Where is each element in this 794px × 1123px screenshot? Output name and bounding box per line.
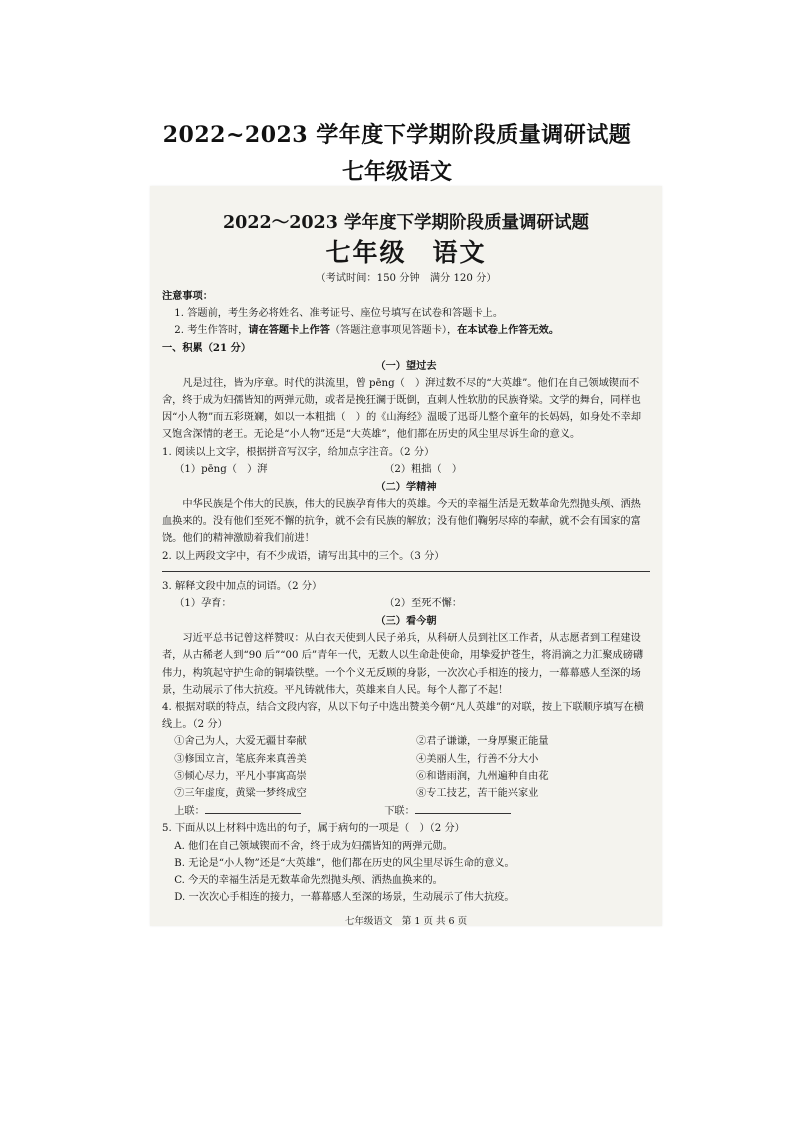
- couplet-option: ⑤倾心尽力，平凡小事寓高崇: [174, 770, 307, 782]
- upper-couplet-label: 上联：: [174, 806, 205, 818]
- question-1-b: （2）粗拙（ ）: [384, 463, 463, 475]
- couplet-option: ②君子谦谦，一身厚聚正能量: [416, 736, 549, 748]
- question-1-answers: [162, 461, 650, 478]
- exam-title: 2022～2023 学年度下学期阶段质量调研试题: [222, 213, 589, 233]
- notice-2-d: 在本试卷上作答无效。: [457, 324, 560, 337]
- part-2-title: （二）学精神: [375, 481, 437, 494]
- upper-couplet: [174, 802, 384, 820]
- question-1: 1. 阅读以上文字，根据拼音写汉字，给加点字注音。（2 分）: [162, 446, 435, 458]
- lower-couplet-label: 下联：: [384, 806, 415, 818]
- couplet-option: ⑧专工技艺，苦干能兴家业: [416, 788, 539, 800]
- section-heading: 一、积累（21 分）: [162, 341, 252, 354]
- couplet-option: ④美丽人生，行善不分大小: [416, 753, 539, 765]
- question-5-option-d: D. 一次次心手相连的接力，一幕幕感人至深的场景，生动展示了伟大抗疫。: [174, 892, 515, 904]
- question-1-a: （1）pēng（ ）湃: [174, 463, 268, 475]
- exam-grade: 七年级: [325, 238, 407, 267]
- notice-2-a: 2. 考生作答时，: [174, 325, 249, 337]
- lower-couplet: [384, 802, 594, 820]
- notice-heading: 注意事项：: [162, 290, 213, 302]
- exam-subject-line: [162, 236, 650, 270]
- notice-item-2: [162, 322, 650, 339]
- question-5-option-b: B. 无论是“小人物”还是“大英雄”，他们都在历史的风尘里尽诉生命的意义。: [174, 857, 515, 869]
- page-footer: 七年级语文 第 1 页 共 6 页: [344, 915, 468, 927]
- couplet-option: ①舍己为人，大爱无疆甘奉献: [174, 736, 307, 748]
- part-3-title: （三）看今朝: [375, 615, 437, 628]
- question-3: 3. 解释文段中加点的词语。（2 分）: [162, 580, 323, 592]
- part-1-passage: 凡是过往，皆为序章。时代的洪流里，曾 pēng（ ）湃过数不尽的“大英雄”。他们在自己领域锲而不舍，终于成为妇孺皆知的两弹元勋，或者是挽狂澜于既倒，直刺人性软肋的民族脊梁。文学的舞台，同样也因“小人物”而五彩斑斓，如以一本粗拙（ ）的《山海经》温暖了迅哥儿整个童年的长妈妈，如身处不幸却又饱含深情的老王。无论是“小人物”还是“大英雄”，他们都在历史的风尘里尽诉生命的意义。: [162, 377, 642, 441]
- couplet-options: [162, 733, 650, 802]
- document-title: 2022~2023 学年度下学期阶段质量调研试题: [162, 122, 632, 148]
- part-3-passage: 习近平总书记曾这样赞叹：从白衣天使到人民子弟兵，从科研人员到社区工作者，从志愿者到工程建设者，从古稀老人到“90 后”“00 后”青年一代，无数人以生命赴使命，用挚爱护苍生，将涓滴之力汇聚成磅礴伟力，构筑起守护生命的铜墙铁壁。一个个义无反顾的身影，一次次心手相连的接力，一幕幕感人至深的场景，生动展示了伟大抗疫。平凡铸就伟大，英雄来自人民。每个人都了不起！: [162, 633, 644, 696]
- question-2: 2. 以上两段文字中，有不少成语，请写出其中的三个。（3 分）: [162, 550, 445, 562]
- exam-info: （考试时间：150 分钟 满分 120 分）: [315, 273, 497, 284]
- notice-item-1: 1. 答题前，考生务必将姓名、准考证号、座位号填写在试卷和答题卡上。: [174, 308, 504, 320]
- question-4: 4. 根据对联的特点，结合文段内容，从以下句子中选出赞美今朝“凡人英雄”的对联，按上下联顺序填写在横线上。（2 分）: [162, 702, 644, 731]
- question-3-answers: [162, 595, 650, 612]
- page-header: [0, 118, 794, 192]
- notice-2-c: （答题注意事项见答题卡），: [329, 325, 458, 337]
- answer-line: [162, 571, 650, 572]
- question-3-a: （1）孕育：: [174, 598, 232, 610]
- couplet-option: ③修国立言，笔底奔来真善美: [174, 753, 307, 765]
- question-5-option-a: A. 他们在自己领域锲而不舍，终于成为妇孺皆知的两弹元勋。: [174, 840, 453, 852]
- couplet-answer-row: [162, 802, 650, 820]
- couplet-option: ⑥和谐雨润，九州遍种自由花: [416, 770, 549, 782]
- upper-couplet-blank: [205, 802, 301, 814]
- couplet-option: ⑦三年虚度，黄粱一梦终成空: [174, 788, 307, 800]
- question-5: 5. 下面从以上材料中选出的句子，属于病句的一项是（ ）（2 分）: [162, 823, 465, 835]
- exam-subject: 语文: [432, 238, 487, 267]
- part-1-title: （一）望过去: [375, 359, 437, 372]
- lower-couplet-blank: [415, 802, 511, 814]
- question-3-b: （2）至死不懈：: [384, 598, 463, 610]
- scanned-exam-page: [150, 186, 662, 926]
- document-subtitle: 七年级语文: [341, 159, 452, 185]
- part-2-passage: 中华民族是个伟大的民族，伟大的民族孕育伟大的英雄。今天的幸福生活是无数革命先烈抛头颅、洒热血换来的。没有他们至死不懈的抗争，就不会有民族的解放；没有他们鞠躬尽瘁的奉献，就不会有国家的富饶。他们的精神激励着我们前进！: [162, 499, 641, 545]
- notice-2-b: 请在答题卡上作答: [248, 324, 330, 337]
- question-5-option-c: C. 今天的幸福生活是无数革命先烈抛头颅、洒热血换来的。: [174, 875, 443, 887]
